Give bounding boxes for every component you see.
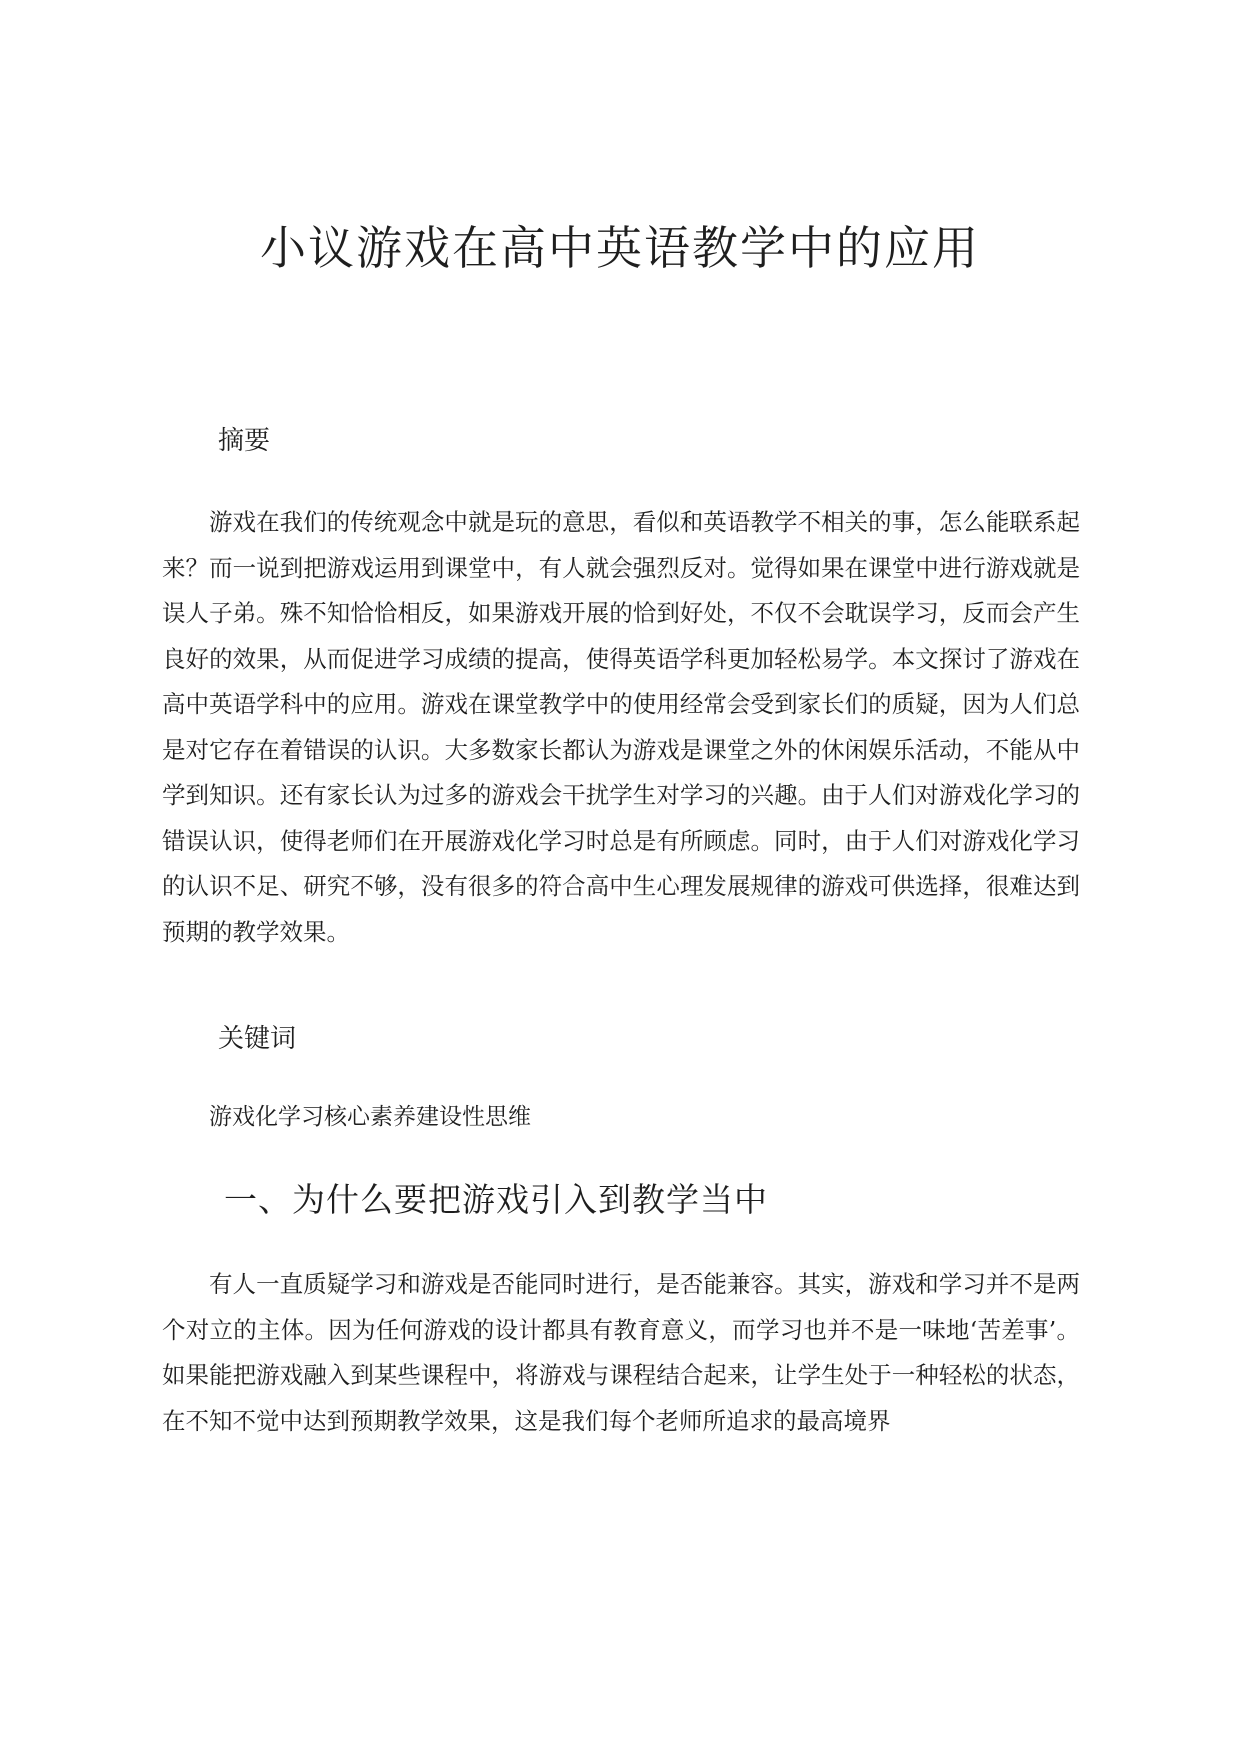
section-1-heading: 一、为什么要把游戏引入到教学当中 <box>224 1180 768 1219</box>
keywords-list: 游戏化学习核心素养建设性思维 <box>209 1104 531 1130</box>
document-title: 小议游戏在高中英语教学中的应用 <box>260 221 980 275</box>
abstract-heading: 摘要 <box>218 426 271 456</box>
abstract-paragraph: 游戏在我们的传统观念中就是玩的意思，看似和英语教学不相关的事，怎么能联系起来？而一说到把游戏运用到课堂中，有人就会强烈反对。觉得如果在课堂中进行游戏就是误人子弟。殊不知恰恰相反，如果游戏开展的恰到好处，不仅不会耽误学习，反而会产生良好的效果，从而促进学习成绩的提高，使得英语学科更加轻松易学。本文探讨了游戏在高中英语学科中的应用。游戏在课堂教学中的使用经常会受到家长们的质疑，因为人们总是对它存在着错误的认识。大多数家长都认为游戏是课堂之外的休闲娱乐活动，不能从中学到知识。还有家长认为过多的游戏会干扰学生对学习的兴趣。由于人们对游戏化学习的错误认识，使得老师们在开展游戏化学习时总是有所顾虑。同时，由于人们对游戏化学习的认识不足、研究不够，没有很多的符合高中生心理发展规律的游戏可供选择，很难达到预期的教学效果。 <box>162 508 1080 946</box>
keywords-heading: 关键词 <box>218 1024 297 1054</box>
section-1-paragraph: 有人一直质疑学习和游戏是否能同时进行，是否能兼容。其实，游戏和学习并不是两个对立的主体。因为任何游戏的设计都具有教育意义，而学习也并不是一味地‘苦差事’。如果能把游戏融入到某些课程中，将游戏与课程结合起来，让学生处于一种轻松的状态，在不知不觉中达到预期教学效果，这是我们每个老师所追求的最高境界 <box>162 1270 1080 1435</box>
